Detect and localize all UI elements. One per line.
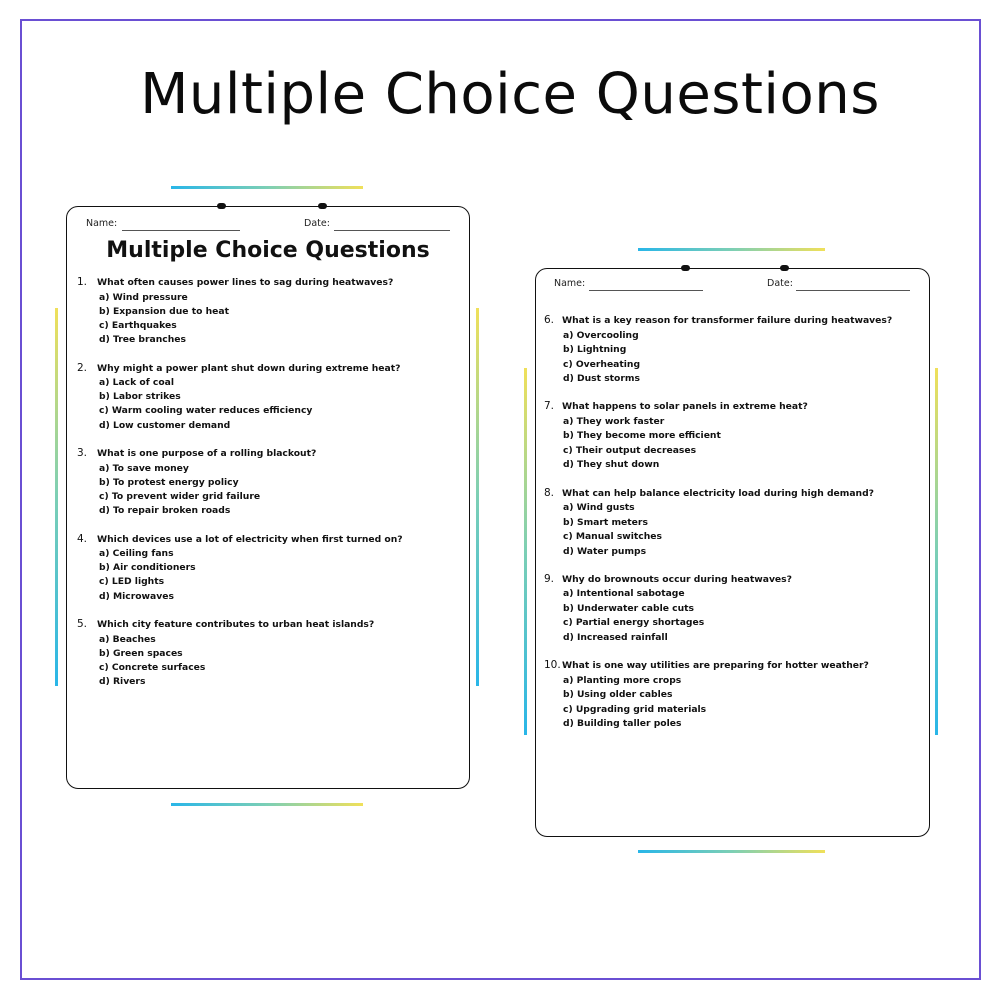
answer-option[interactable]: a) They work faster bbox=[563, 415, 665, 427]
question-number: 3. bbox=[77, 447, 88, 459]
answer-option[interactable]: b) Expansion due to heat bbox=[99, 305, 229, 317]
answer-option[interactable]: d) Increased rainfall bbox=[563, 631, 668, 643]
answer-option[interactable]: d) To repair broken roads bbox=[99, 505, 231, 517]
answer-option[interactable]: d) Building taller poles bbox=[563, 718, 682, 730]
answer-option[interactable]: d) Low customer demand bbox=[99, 419, 231, 431]
question-number: 8. bbox=[544, 486, 555, 499]
question-text: What often causes power lines to sag during heatwaves? bbox=[97, 277, 394, 288]
answer-option[interactable]: a) Intentional sabotage bbox=[563, 588, 685, 600]
question-text: What is one purpose of a rolling blackout? bbox=[97, 448, 317, 459]
answer-option[interactable]: c) LED lights bbox=[99, 576, 165, 588]
answer-option[interactable]: c) Warm cooling water reduces efficiency bbox=[99, 405, 313, 417]
answer-option[interactable]: a) Overcooling bbox=[563, 329, 639, 341]
question-text: What happens to solar panels in extreme heat? bbox=[562, 401, 808, 413]
name-label: Name: bbox=[554, 278, 586, 289]
accent-bar-bottom-left bbox=[171, 803, 363, 806]
date-label: Date: bbox=[767, 278, 793, 289]
answer-option[interactable]: d) Tree branches bbox=[99, 334, 186, 346]
question-number: 6. bbox=[544, 314, 555, 326]
question-text: Which devices use a lot of electricity when first turned on? bbox=[97, 533, 403, 545]
answer-option[interactable]: a) To save money bbox=[99, 462, 189, 474]
name-label: Name: bbox=[86, 218, 118, 229]
accent-bar-right-sheet-left-side bbox=[524, 368, 527, 735]
name-field[interactable] bbox=[589, 290, 703, 291]
question-number: 9. bbox=[544, 572, 555, 585]
accent-bar-bottom-right bbox=[638, 850, 825, 853]
answer-option[interactable]: c) To prevent wider grid failure bbox=[99, 490, 261, 502]
question-text: Which city feature contributes to urban heat islands? bbox=[97, 619, 375, 630]
binder-hole bbox=[318, 203, 327, 209]
answer-option[interactable]: b) Smart meters bbox=[563, 516, 648, 528]
accent-bar-left-side bbox=[55, 308, 58, 686]
answer-option[interactable]: a) Wind gusts bbox=[563, 502, 635, 514]
question-text: Why do brownouts occur during heatwaves? bbox=[562, 573, 792, 585]
accent-bar-left-sheet-right-side bbox=[476, 308, 479, 686]
answer-option[interactable]: c) Their output decreases bbox=[563, 444, 697, 456]
date-field[interactable] bbox=[796, 290, 910, 291]
answer-option[interactable]: c) Manual switches bbox=[563, 531, 662, 543]
question-text: What is one way utilities are preparing for hotter weather? bbox=[562, 660, 869, 672]
answer-option[interactable]: d) Microwaves bbox=[99, 590, 174, 602]
answer-option[interactable]: a) Ceiling fans bbox=[99, 548, 174, 559]
question-text: Why might a power plant shut down during extreme heat? bbox=[97, 362, 401, 374]
answer-option[interactable]: b) Green spaces bbox=[99, 647, 183, 659]
answer-option[interactable]: b) Labor strikes bbox=[99, 391, 181, 403]
answer-option[interactable]: b) Using older cables bbox=[563, 689, 673, 701]
answer-option[interactable]: b) Air conditioners bbox=[99, 562, 196, 574]
date-field[interactable] bbox=[334, 230, 450, 231]
question-number: 5. bbox=[77, 618, 88, 630]
answer-option[interactable]: c) Concrete surfaces bbox=[99, 661, 206, 673]
binder-hole bbox=[217, 203, 226, 209]
binder-hole bbox=[681, 265, 690, 271]
accent-bar-top-left bbox=[171, 186, 363, 189]
worksheet-1 bbox=[66, 206, 470, 789]
answer-option[interactable]: c) Overheating bbox=[563, 358, 641, 370]
question-number: 2. bbox=[77, 361, 88, 374]
answer-option[interactable]: c) Earthquakes bbox=[99, 319, 177, 331]
page-title: Multiple Choice Questions bbox=[140, 62, 880, 127]
accent-bar-top-right bbox=[638, 248, 825, 251]
question-text: What can help balance electricity load during high demand? bbox=[562, 487, 874, 499]
answer-option[interactable]: b) Lightning bbox=[563, 344, 627, 355]
question-number: 7. bbox=[544, 400, 555, 413]
worksheet-2 bbox=[535, 268, 930, 837]
answer-option[interactable]: c) Upgrading grid materials bbox=[563, 703, 707, 715]
accent-bar-right-side bbox=[935, 368, 938, 735]
answer-option[interactable]: c) Partial energy shortages bbox=[563, 617, 705, 629]
answer-option[interactable]: d) Rivers bbox=[99, 676, 146, 688]
answer-option[interactable]: d) Dust storms bbox=[563, 373, 640, 384]
answer-option[interactable]: b) Underwater cable cuts bbox=[563, 602, 695, 614]
answer-option[interactable]: a) Lack of coal bbox=[99, 377, 175, 388]
answer-option[interactable]: b) They become more efficient bbox=[563, 430, 721, 442]
answer-option[interactable]: b) To protest energy policy bbox=[99, 476, 239, 488]
worksheet-title: Multiple Choice Questions bbox=[106, 238, 430, 263]
answer-option[interactable]: a) Beaches bbox=[99, 633, 156, 645]
question-number: 4. bbox=[77, 532, 88, 545]
answer-option[interactable]: a) Wind pressure bbox=[99, 291, 188, 303]
binder-hole bbox=[780, 265, 789, 271]
date-label: Date: bbox=[304, 218, 330, 229]
question-text: What is a key reason for transformer failure during heatwaves? bbox=[562, 315, 893, 326]
answer-option[interactable]: d) They shut down bbox=[563, 459, 660, 471]
answer-option[interactable]: a) Planting more crops bbox=[563, 674, 682, 686]
question-number: 1. bbox=[77, 276, 88, 288]
name-field[interactable] bbox=[122, 230, 240, 231]
answer-option[interactable]: d) Water pumps bbox=[563, 545, 647, 557]
question-number: 10. bbox=[544, 659, 561, 672]
